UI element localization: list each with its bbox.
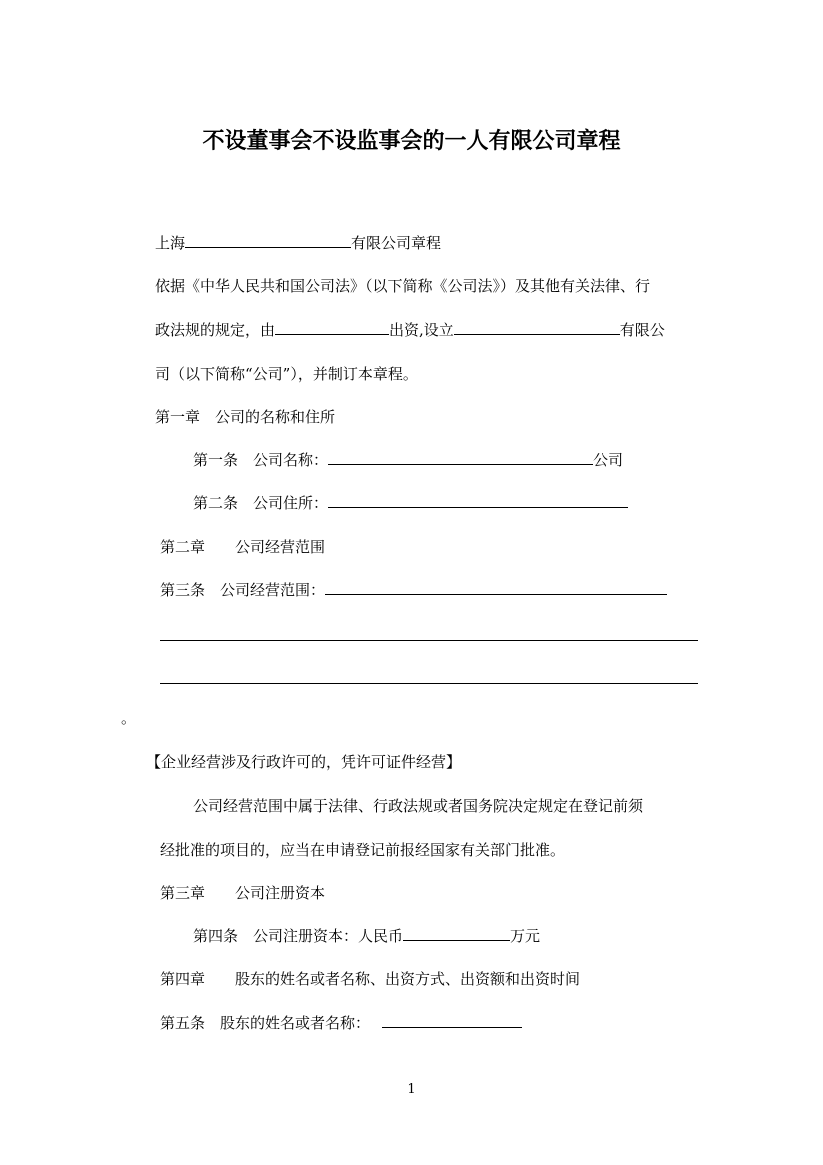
article-4 (193, 926, 540, 946)
header-suffix: 有限公司章程 (351, 234, 442, 252)
company-address-field[interactable] (328, 493, 628, 508)
article-1-suffix: 公司 (593, 451, 624, 469)
article-2-label: 第二条 公司住所： (193, 494, 329, 512)
document-title: 不设董事会不设监事会的一人有限公司章程 (202, 128, 621, 154)
chapter-2-heading: 第二章 公司经营范围 (160, 538, 326, 556)
intro-line-2 (155, 320, 665, 340)
investor-blank[interactable] (275, 320, 389, 335)
intro-line-3: 司（以下简称“公司”），并制订本章程。 (155, 365, 418, 383)
shareholder-name-field[interactable] (382, 1013, 522, 1028)
page-number: 1 (407, 1082, 416, 1097)
scope-paragraph-line-2: 经批准的项目的，应当在申请登记前报经国家有关部门批准。 (160, 841, 566, 859)
article-5-label: 第五条 股东的姓名或者名称： (160, 1014, 371, 1032)
intro-text-a: 政法规的规定，由 (155, 321, 276, 339)
company-name-field[interactable] (328, 450, 593, 465)
business-scope-line-2[interactable] (160, 640, 698, 641)
chapter-4-heading: 第四章 股东的姓名或者名称、出资方式、出资额和出资时间 (160, 970, 581, 988)
article-1-label: 第一条 公司名称： (193, 451, 329, 469)
intro-line-1: 依据《中华人民共和国公司法》（以下简称《公司法》）及其他有关法律、行 (155, 277, 651, 295)
period-mark: 。 (121, 709, 137, 727)
article-5 (160, 1013, 522, 1033)
article-2 (193, 493, 628, 513)
article-4-suffix: 万元 (510, 927, 541, 945)
intro-text-c: 有限公 (619, 321, 665, 339)
chapter-1-heading: 第一章 公司的名称和住所 (155, 408, 336, 426)
company-blank[interactable] (454, 320, 620, 335)
article-3-label: 第三条 公司经营范围： (160, 581, 326, 599)
article-1 (193, 450, 623, 470)
license-note: 【企业经营涉及行政许可的，凭许可证件经营】 (146, 753, 462, 771)
scope-paragraph-line-1: 公司经营范围中属于法律、行政法规或者国务院决定规定在登记前须 (193, 797, 644, 815)
chapter-3-heading: 第三章 公司注册资本 (160, 884, 326, 902)
article-4-label: 第四条 公司注册资本：人民币 (193, 927, 404, 945)
article-3 (160, 580, 667, 600)
intro-text-b: 出资,设立 (389, 321, 454, 339)
header-line (155, 233, 441, 253)
company-name-blank[interactable] (185, 233, 351, 248)
business-scope-line-3[interactable] (160, 683, 698, 684)
registered-capital-field[interactable] (403, 926, 510, 941)
business-scope-field[interactable] (325, 580, 667, 595)
header-prefix: 上海 (155, 234, 186, 252)
